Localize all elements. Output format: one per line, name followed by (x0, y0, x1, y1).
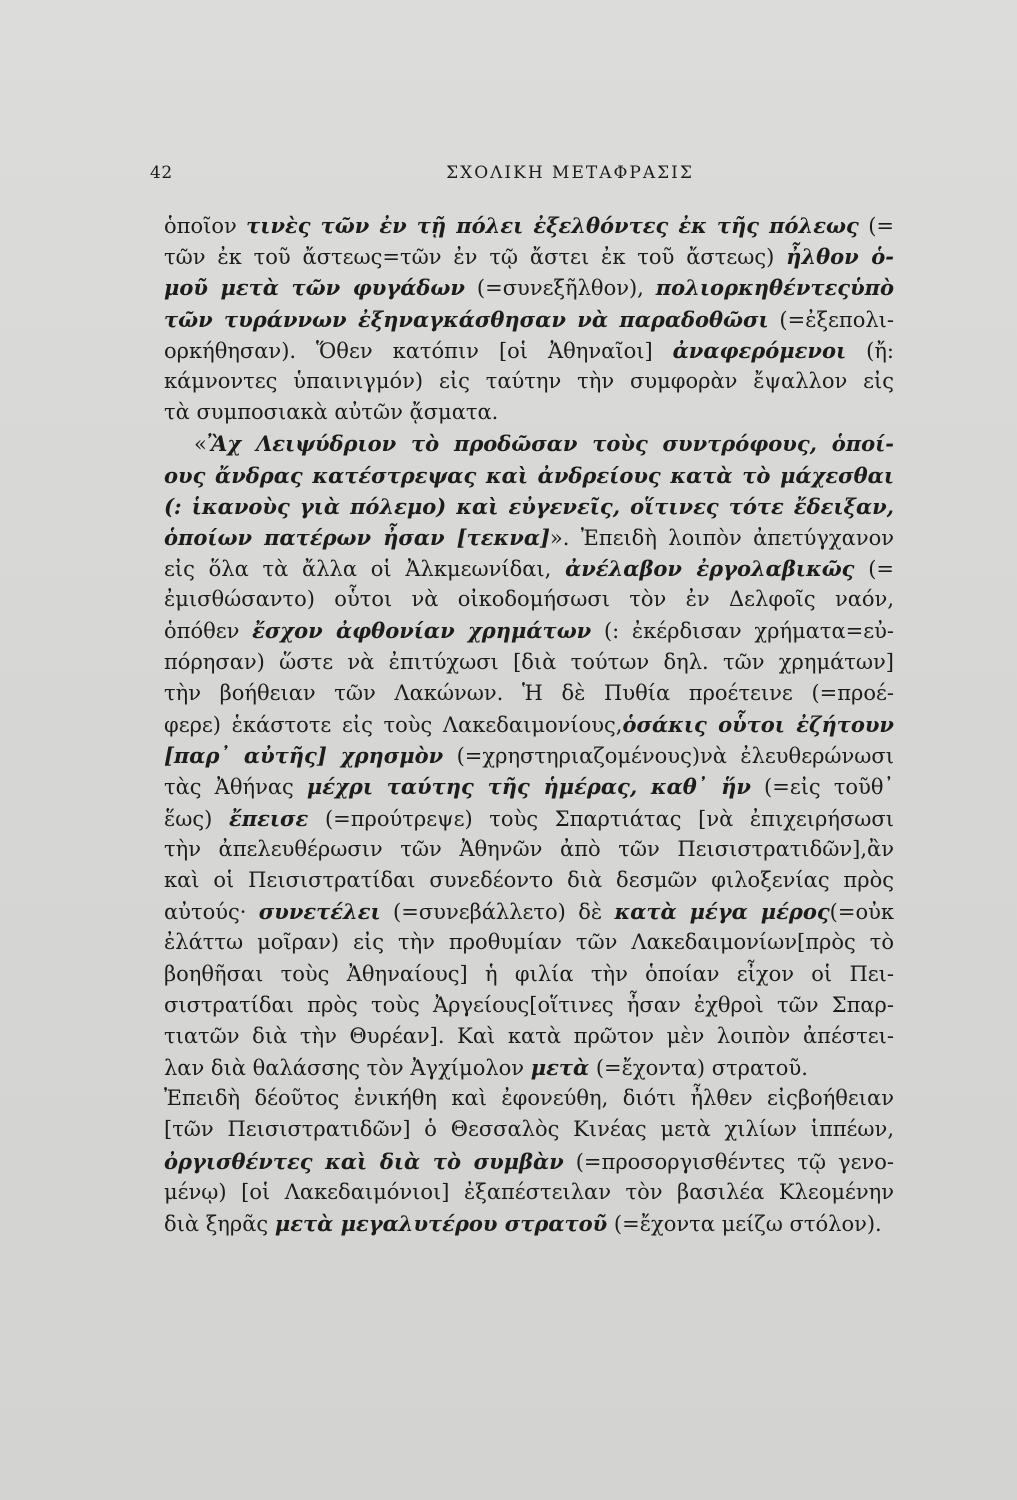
text-line (164, 1114, 894, 1145)
text-line (164, 771, 894, 802)
text-line (164, 990, 894, 1021)
emphasized-phrase: μέχρι ταύτης τῆς ἡμέρας, καθ᾽ ἥν (306, 774, 751, 800)
text-line (164, 1083, 894, 1114)
emphasized-phrase: μετὰ μεγαλυτέρου στρατοῦ (274, 1211, 608, 1236)
text-run: (=προσοργισθέντες τῷ γενο- (563, 1149, 894, 1174)
text-run: (=χρηστηριαζομένους)νὰ ἐλευθερώνωσι (443, 744, 894, 769)
text-line (164, 397, 894, 428)
text-run: (=ἐξεπολι- (768, 307, 895, 332)
emphasized-phrase: μοῦ μετὰ τῶν φυγάδων (164, 275, 465, 301)
text-run: σιστρατίδαι πρὸς τοὺς Ἀργείους[οἵτινες ἦσαν ἐχθροὶ τῶν Σπαρ- (164, 992, 894, 1017)
text-line (164, 335, 894, 366)
text-line (164, 491, 894, 522)
text-line (164, 834, 894, 865)
text-run: τὴν βοήθειαν τῶν Λακώνων. Ἡ δὲ Πυθία προέτεινε (=προέ- (164, 680, 894, 705)
text-run: κάμνοντες ὑπαινιγμόν) εἰς ταύτην τὴν συμφορὰν ἔψαλλον εἰς (164, 368, 894, 393)
text-run: (=συνεβάλλετο) δὲ (380, 900, 615, 925)
emphasized-phrase: συνετέλει (258, 899, 381, 925)
text-run: ορκήθησαν). Ὅθεν κατόπιν [οἱ Ἀθηναῖοι] (164, 338, 673, 363)
text-line (164, 522, 894, 553)
text-run: καὶ οἱ Πεισιστρατίδαι συνεδέοντο διὰ δεσμῶν φιλοξενίας πρὸς (164, 867, 894, 892)
text-line (164, 896, 894, 927)
text-run: τιατῶν διὰ τὴν Θυρέαν]. Καὶ κατὰ πρῶτον μὲν λοιπὸν ἀπέστει- (164, 1023, 894, 1048)
emphasized-phrase: ὁσάκις οὗτοι ἐζήτουν (622, 712, 894, 737)
text-line (164, 272, 894, 303)
text-run: ἕως) (164, 806, 229, 831)
text-line (164, 1177, 894, 1208)
emphasized-phrase: πολιορκηθέντεςὑπὸ (655, 275, 895, 301)
text-run: τὰς Ἀθήνας (164, 775, 307, 800)
text-line (164, 740, 894, 771)
text-run: (ἤ: (846, 338, 894, 363)
text-run: διὰ ξηρᾶς (164, 1212, 275, 1236)
text-run: (=εἰς τοῦθ᾽ (750, 775, 894, 800)
text-line (164, 1021, 894, 1052)
text-run: (=ἔχοντα μείζω στόλον). (607, 1212, 882, 1236)
text-line (164, 865, 894, 896)
text-line (164, 647, 894, 678)
text-run: Ἐπειδὴ δέοῦτος ἐνικήθη καὶ ἐφονεύθη, διότι ἦλθεν εἰςβοήθειαν (164, 1086, 894, 1111)
text-run: [τῶν Πεισιστρατιδῶν] ὁ Θεσσαλὸς Κινέας μετὰ χιλίων ἱππέων, (164, 1117, 894, 1142)
text-line (164, 959, 894, 990)
text-line (164, 709, 894, 740)
text-line (164, 615, 894, 646)
emphasized-phrase: ἦλθον ὁ- (786, 244, 894, 270)
page-header (150, 163, 890, 193)
text-run: ». Ἐπειδὴ λοιπὸν ἀπετύγχανον (549, 525, 894, 550)
text-run: (=ἔχοντα) στρατοῦ. (589, 1056, 808, 1081)
text-run: « (194, 432, 207, 457)
text-run: (=οὐκ (829, 900, 894, 925)
emphasized-phrase: ους ἄνδρας κατέστρεψας καὶ ἀνδρείους κατὰ τὸ μάχεσθαι (164, 462, 894, 488)
text-run: (=συνεξῆλθον), (464, 276, 656, 301)
text-run: (= (854, 557, 895, 582)
running-head: ΣΧΟΛΙΚΗ ΜΕΤΑΦΡΑΣΙΣ (446, 163, 694, 183)
text-line (164, 366, 894, 397)
text-run: ἐλάττω μοῖραν) εἰς τὴν προθυμίαν τῶν Λακεδαιμονίων[πρὸς τὸ (164, 930, 894, 955)
emphasized-phrase: τινὲς τῶν ἐν τῇ πόλει ἐξελθόντες ἐκ τῆς πόλεως (246, 213, 859, 238)
emphasized-phrase: ἀνέλαβον ἐργολαβικῶς (565, 556, 855, 582)
page-number: 42 (150, 163, 173, 183)
text-run: τὰ συμποσιακὰ αὐτῶν ᾄσματα. (164, 400, 499, 425)
emphasized-phrase: ἔπεισε (228, 805, 309, 831)
text-run: (= (858, 214, 895, 238)
text-line (164, 1208, 894, 1239)
emphasized-phrase: ἀναφερόμενοι (672, 337, 847, 363)
text-run: αὐτούς· (164, 900, 259, 925)
text-line (164, 241, 894, 272)
emphasized-phrase: ὀργισθέντες καὶ διὰ τὸ συμβὰν (164, 1148, 564, 1174)
text-line (164, 803, 894, 834)
emphasized-phrase: κατὰ μέγα μέρος (614, 899, 830, 925)
emphasized-phrase: (: ἱκανοὺς γιὰ πόλεμο) καὶ εὐγενεῖς, οἵτινες τότε ἔδειξαν, (164, 493, 894, 519)
emphasized-phrase: ἔσχον ἀφθονίαν χρημάτων (252, 618, 592, 644)
text-line (164, 1146, 894, 1177)
text-run: μένῳ) [οἱ Λακεδαιμόνιοι] ἐξαπέστειλαν τὸν βασιλέα Κλεομένην (164, 1179, 894, 1204)
text-run: ἐμισθώσαντο) οὗτοι νὰ οἰκοδομήσωσι τὸν ἐν Δελφοῖς ναόν, (164, 587, 894, 612)
body-text (164, 210, 894, 1239)
text-run: ὁπόθεν (164, 619, 253, 644)
text-line (164, 678, 894, 709)
text-run: τὴν ἀπελευθέρωσιν τῶν Ἀθηνῶν ἀπὸ τῶν Πεισιστρατιδῶν],ἂν (164, 836, 894, 861)
text-run: τῶν ἐκ τοῦ ἄστεως=τῶν ἐν τῷ ἄστει ἐκ τοῦ ἄστεως) (164, 245, 787, 270)
text-line (164, 584, 894, 615)
text-line (164, 553, 894, 584)
text-line (164, 460, 894, 491)
text-line (164, 428, 894, 459)
emphasized-phrase: [παρ᾽ αὐτῆς] χρησμὸν (164, 743, 444, 769)
emphasized-phrase: τῶν τυράννων ἐξηναγκάσθησαν νὰ παραδοθῶσι (164, 306, 769, 332)
text-run: ὁποῖον (164, 214, 247, 238)
emphasized-phrase: Ἂχ Λειψύδριον τὸ προδῶσαν τοὺς συντρόφους, ὁποί- (206, 431, 894, 457)
text-line (164, 304, 894, 335)
text-run: βοηθῆσαι τοὺς Ἀθηναίους] ἡ φιλία τὴν ὁποίαν εἶχον οἱ Πει- (164, 961, 894, 986)
text-line (164, 210, 894, 241)
text-run: πόρησαν) ὥστε νὰ ἐπιτύχωσι [διὰ τούτων δηλ. τῶν χρημάτων] (164, 649, 894, 674)
text-run: (: ἐκέρδισαν χρήματα=εὐ- (591, 619, 894, 644)
text-run: λαν διὰ θαλάσσης τὸν Ἀγχίμολον (164, 1056, 531, 1081)
emphasized-phrase: μετὰ (530, 1055, 590, 1081)
text-run: φερε) ἑκάστοτε εἰς τοὺς Λακεδαιμονίους, (164, 713, 623, 737)
emphasized-phrase: ὁποίων πατέρων ἦσαν [τεκνα] (164, 524, 550, 550)
text-run: εἰς ὅλα τὰ ἄλλα οἱ Ἀλκμεωνίδαι, (164, 557, 566, 582)
text-line (164, 1052, 894, 1083)
text-line (164, 927, 894, 958)
text-run: (=προύτρεψε) τοὺς Σπαρτιάτας [νὰ ἐπιχειρήσωσι (308, 806, 894, 831)
